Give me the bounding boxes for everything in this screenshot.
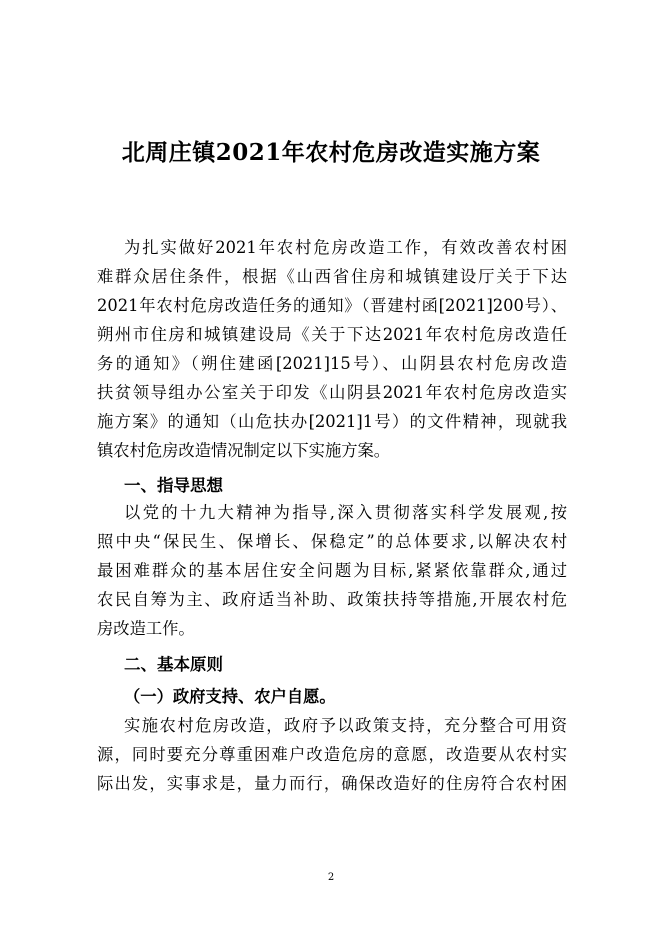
intro-line: 施方案》的通知（山危扶办[2021]1号）的文件精神，现就我: [97, 412, 567, 431]
intro-line: 镇农村危房改造情况制定以下实施方案。: [97, 441, 391, 460]
intro-line: 2021年农村危房改造任务的通知》（晋建村函[2021]200号）、: [97, 296, 567, 315]
section1-line: 最困难群众的基本居住安全问题为目标,紧紧依靠群众,通过: [97, 561, 567, 580]
intro-line: 务的通知》（朔住建函[2021]15号）、山阴县农村危房改造: [97, 354, 567, 373]
intro-line: 朔州市住房和城镇建设局《关于下达2021年农村危房改造任: [97, 325, 567, 344]
section2-line: 实施农村危房改造，政府予以政策支持，充分整合可用资: [124, 716, 567, 735]
subsection-heading-government-support: （一）政府支持、农户自愿。: [124, 687, 336, 706]
section2-line: 源，同时要充分尊重困难户改造危房的意愿，改造要从农村实: [97, 745, 567, 764]
page-number: 2: [327, 872, 335, 883]
document-title: 北周庄镇2021年农村危房改造实施方案: [121, 139, 541, 166]
intro-line: 难群众居住条件，根据《山西省住房和城镇建设厅关于下达: [97, 267, 567, 286]
intro-line: 为扎实做好2021年农村危房改造工作，有效改善农村困: [124, 238, 567, 257]
section-heading-basic-principles: 二、基本原则: [124, 655, 223, 674]
section1-line: 房改造工作。: [97, 619, 195, 638]
section1-line: 照中央“保民生、保增长、保稳定”的总体要求,以解决农村: [97, 532, 567, 551]
section-heading-guiding-ideology: 一、指导思想: [124, 476, 223, 495]
intro-line: 扶贫领导组办公室关于印发《山阴县2021年农村危房改造实: [97, 383, 567, 402]
section1-line: 以党的十九大精神为指导,深入贯彻落实科学发展观,按: [124, 503, 567, 522]
section2-line: 际出发，实事求是，量力而行，确保改造好的住房符合农村困: [97, 774, 567, 793]
section1-line: 农民自筹为主、政府适当补助、政策扶持等措施,开展农村危: [97, 590, 567, 609]
